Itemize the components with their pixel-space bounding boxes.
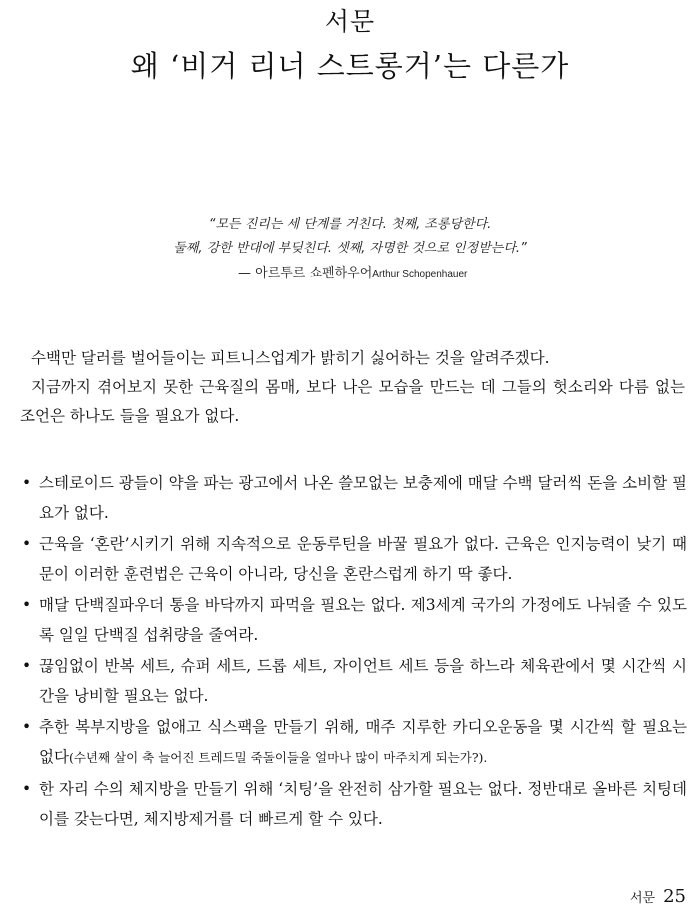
chapter-label: 서문 [324,7,376,36]
bullet-dot: • [22,718,32,736]
bullet-text-2: 근육을 ‘혼란’시키기 위해 지속적으로 운동루틴을 바꿀 필요가 없다. 근육은 인지능력이 낮기 때문이 이러한 훈련법은 근육이 아니라, 당신을 혼란스럽게 하기 딱 좋다. [39,535,687,583]
epigraph-author-korean: — 아르투르 쇼펜하우어 [238,266,373,281]
bullet-dot: • [22,657,32,675]
epigraph-line-1: “모든 진리는 세 단계를 거친다. 첫째, 조롱당한다. [208,217,492,232]
page-number: 25 [663,886,686,907]
bullet-dot: • [22,474,32,492]
intro-paragraph-2: 지금까지 겪어보지 못한 근육질의 몸매, 보다 나은 모습을 만드는 데 그들의 헛소리와 다름 없는 조언은 하나도 들을 필요가 없다. [20,378,685,425]
bullet-text-4: 끊임없이 반복 세트, 슈퍼 세트, 드롭 세트, 자이언트 세트 등을 하느라 체육관에서 몇 시간씩 시간을 낭비할 필요는 없다. [39,657,687,705]
bullet-item-5 [22,712,687,773]
epigraph-line-2: 둘째, 강한 반대에 부딪친다. 셋째, 자명한 것으로 인정받는다.” [173,241,527,256]
bullet-item-2 [22,529,687,589]
bullet-item-4 [22,651,687,711]
page-title: 왜 ‘비거 리너 스트롱거’는 다른가 [130,49,570,83]
intro-paragraph-1: 수백만 달러를 벌어들이는 피트니스업계가 밝히기 싫어하는 것을 알려주겠다. [31,349,550,367]
page-footer [630,886,686,907]
bullet-text-3: 매달 단백질파우더 통을 바닥까지 파먹을 필요는 없다. 제3세계 국가의 가정에도 나눠줄 수 있도록 일일 단백질 섭취량을 줄여라. [39,596,687,644]
bullet-dot: • [22,780,32,798]
footer-label: 서문 [629,891,656,906]
bullet-item-1 [22,468,687,528]
bullet-text-5: 추한 복부지방을 없애고 식스팩을 만들기 위해, 매주 지루한 카디오운동을 몇 시간씩 할 필요는 없다 [39,718,687,766]
bullet-item-3 [22,590,687,650]
epigraph-attribution [238,262,467,281]
epigraph-author-english: Arthur Schopenhauer [372,269,468,280]
intro-section [20,344,685,431]
bullet-dot: • [22,535,32,553]
bullet-item-6 [22,774,687,834]
bullet-dot: • [22,596,32,614]
bullet-text-1: 스테로이드 광들이 약을 파는 광고에서 나온 쓸모없는 보충제에 매달 수백 달러씩 돈을 소비할 필요가 없다. [39,474,688,522]
bullet-text-6: 한 자리 수의 체지방을 만들기 위해 ‘치팅’을 완전히 삼가할 필요는 없다. 정반대로 올바른 치팅데이를 갖는다면, 체지방제거를 더 빠르게 할 수 있다. [39,780,687,828]
bullet-note-5: (수년째 살이 축 늘어진 트레드밀 죽돌이들을 얼마나 많이 마주치게 되는가?). [68,750,488,765]
bullet-list [22,468,687,835]
